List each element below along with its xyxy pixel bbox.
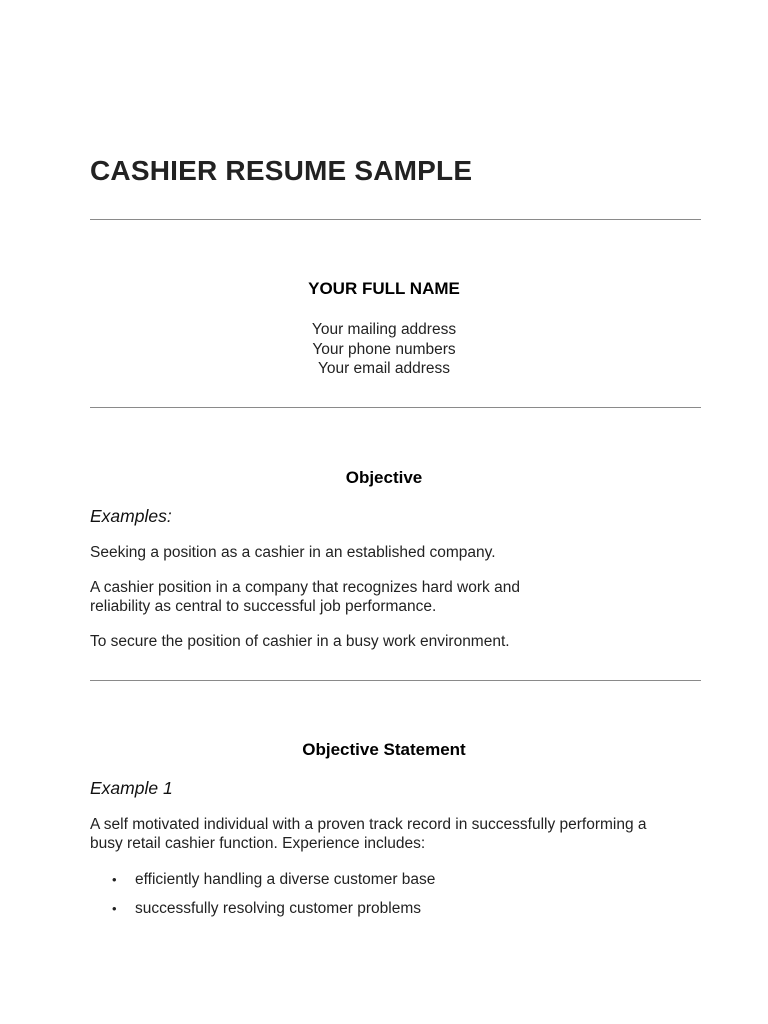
intro-line-1: A self motivated individual with a proven track record in successfully performing a [90, 816, 647, 833]
divider [90, 407, 701, 408]
objective-statement-intro [90, 815, 690, 853]
objective-example-2-line-2: reliability as central to successful job performance. [90, 598, 437, 615]
example-1-subheading: Example 1 [90, 778, 173, 798]
contact-block [90, 320, 678, 379]
list-item [90, 870, 690, 899]
mailing-address: Your mailing address [311, 321, 457, 338]
document-title: CASHIER RESUME SAMPLE [90, 155, 473, 186]
objective-example-1: Seeking a position as a cashier in an established company. [90, 544, 496, 561]
intro-line-2: busy retail cashier function. Experience includes: [90, 835, 426, 852]
phone-numbers: Your phone numbers [312, 340, 456, 358]
list-item-text: efficiently handling a diverse customer base [135, 871, 436, 888]
email-address: Your email address [317, 360, 451, 377]
objective-example-2-line-1: A cashier position in a company that recognizes hard work and [90, 579, 520, 596]
divider [90, 680, 701, 681]
bullet-icon: • [112, 872, 117, 887]
list-item-text: successfully resolving customer problems [135, 900, 421, 917]
experience-list [90, 870, 690, 928]
objective-example-3: To secure the position of cashier in a busy work environment. [90, 633, 510, 650]
objective-example-2 [90, 578, 690, 616]
objective-statement-heading: Objective Statement [302, 740, 466, 759]
objective-heading: Objective [345, 468, 423, 487]
list-item [90, 899, 690, 928]
full-name: YOUR FULL NAME [308, 279, 460, 298]
examples-subheading: Examples: [90, 506, 172, 526]
bullet-icon: • [112, 901, 117, 916]
divider [90, 219, 701, 220]
